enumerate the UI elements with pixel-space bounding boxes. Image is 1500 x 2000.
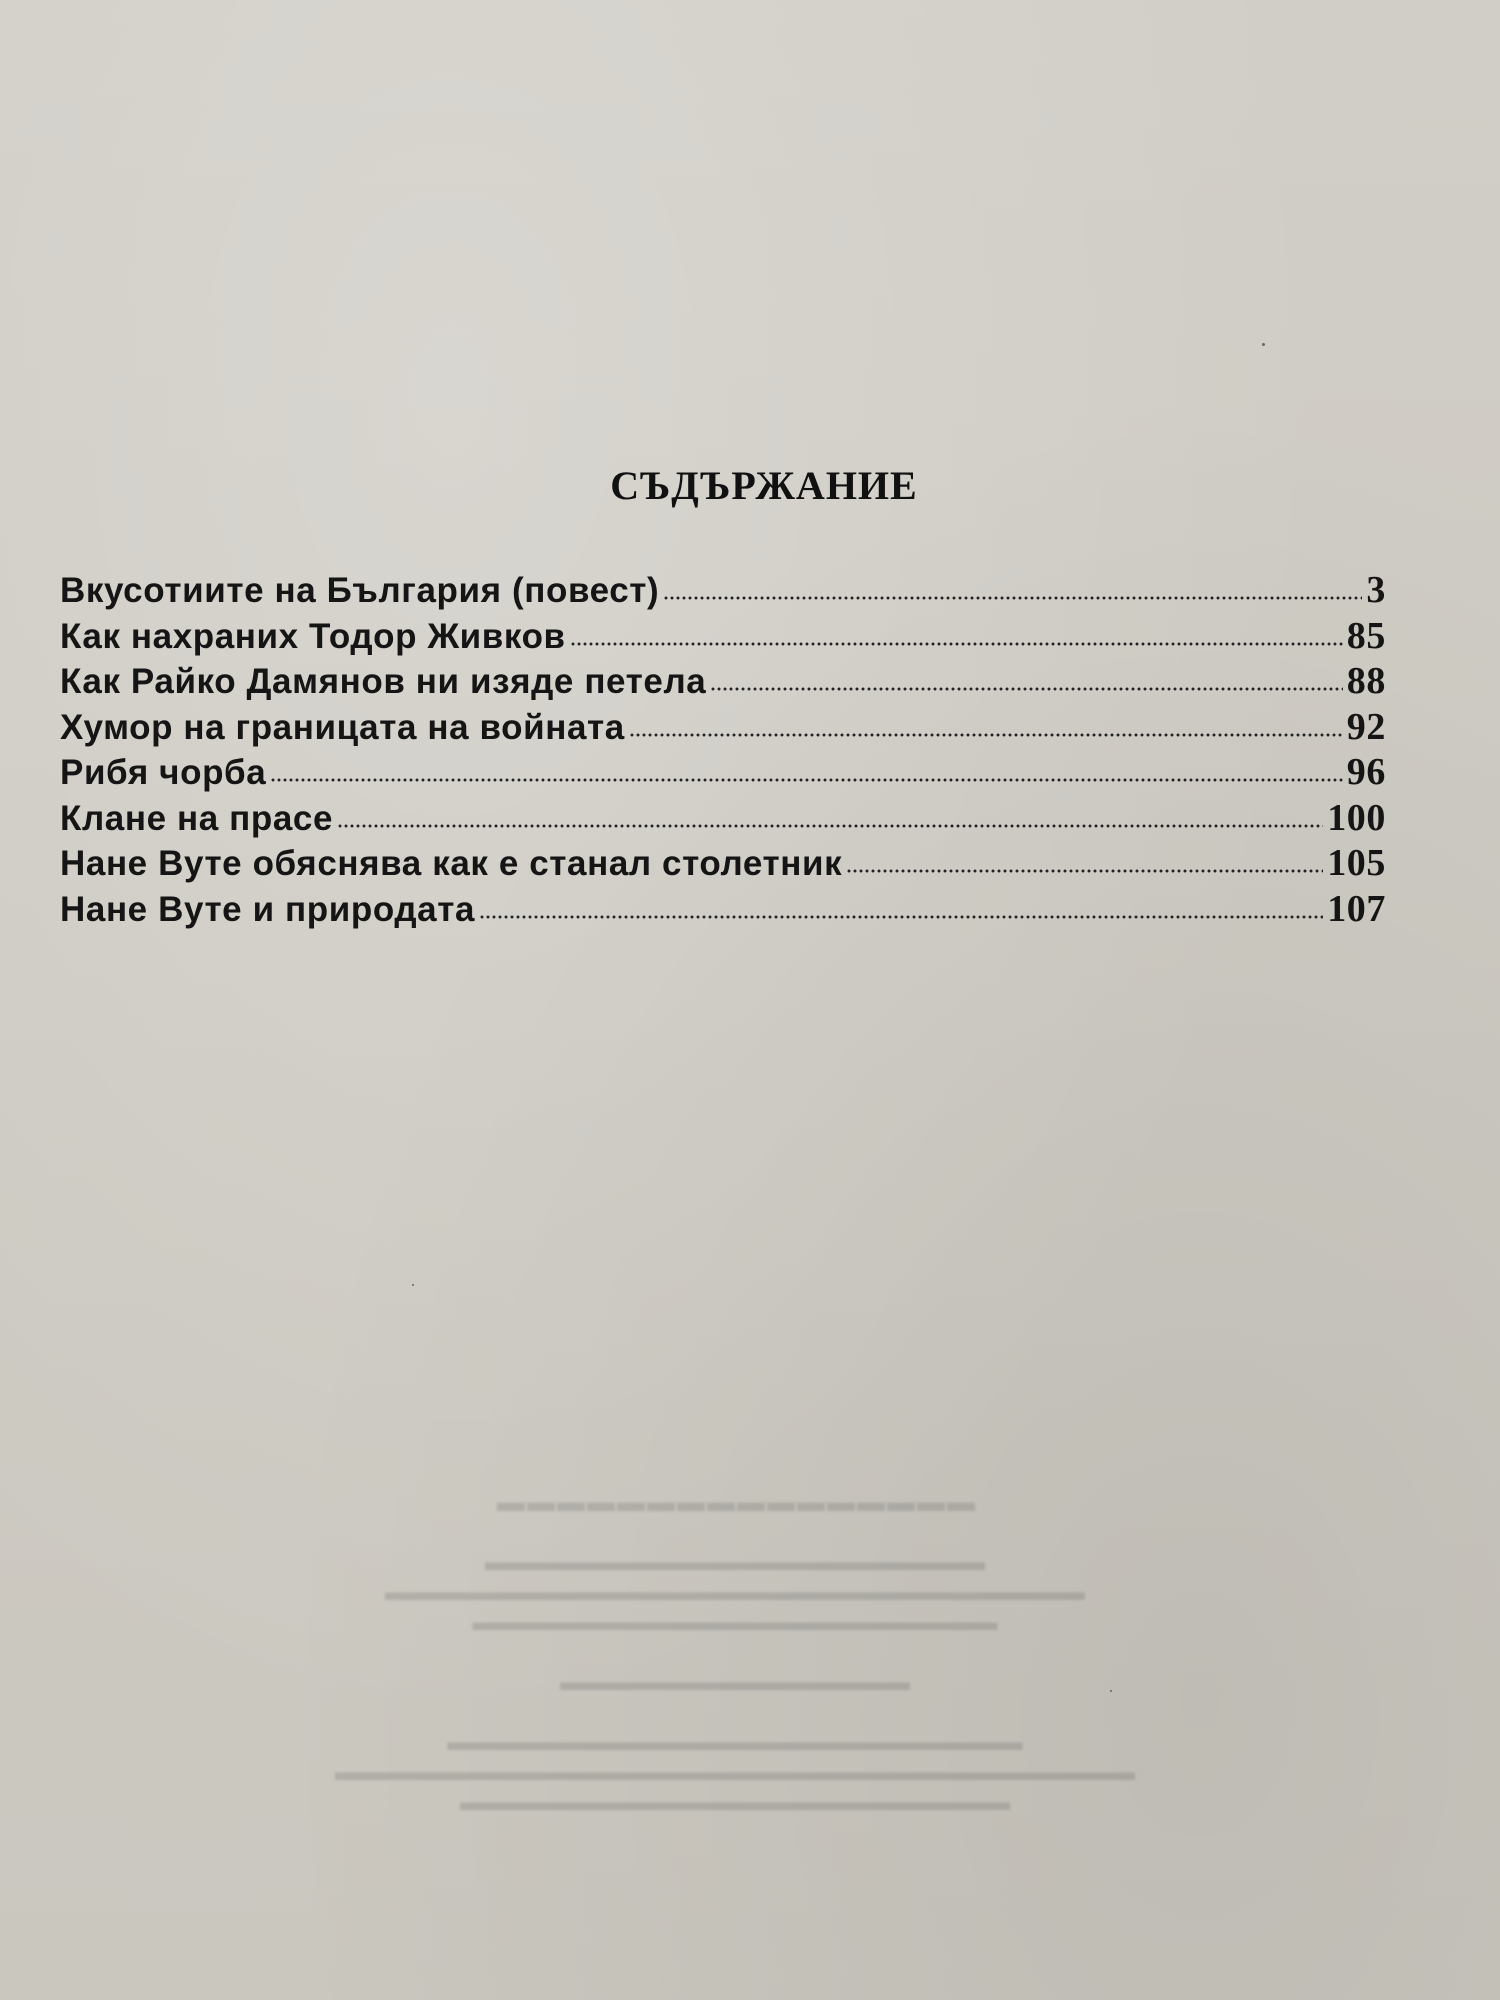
- toc-entry-title: Вкусотиите на България (повест): [60, 571, 660, 610]
- toc-entry-title: Хумор на границата на войната: [60, 707, 625, 747]
- toc-entry-page: 3: [1366, 569, 1386, 611]
- dot-leader: [270, 778, 1342, 782]
- toc-entry: [60, 659, 1386, 705]
- paper-speck: [412, 1284, 414, 1286]
- dot-leader: [570, 642, 1343, 646]
- paper-speck: [1262, 343, 1265, 346]
- toc-entry-title: Как нахраних Тодор Живков: [60, 616, 566, 656]
- dot-leader: [337, 824, 1323, 828]
- paper-speck: [1110, 1690, 1112, 1692]
- show-through-text: ▬▬▬▬▬▬▬▬▬▬▬▬▬▬▬▬ ▬▬▬▬▬▬▬▬▬▬▬▬▬▬▬▬▬▬▬▬ ▬▬▬▬▬▬▬▬▬▬▬▬▬▬▬▬▬▬▬▬▬▬▬▬▬▬▬▬ ▬▬▬▬▬▬▬▬▬▬▬▬▬▬▬▬▬▬▬▬▬ ▬▬▬▬▬▬▬▬▬▬▬▬▬▬ ▬▬▬▬▬▬▬▬▬▬▬▬▬▬▬▬▬▬▬▬▬▬▬ ▬▬▬▬▬▬▬▬▬▬▬▬▬▬▬▬▬▬▬▬▬▬▬▬▬▬▬▬▬▬▬▬ ▬▬▬▬▬▬▬▬▬▬▬▬▬▬▬▬▬▬▬▬▬▬: [335, 1487, 1135, 1816]
- toc-entry-page: 100: [1327, 796, 1386, 839]
- toc-entry: [60, 796, 1386, 842]
- toc-entry: [60, 568, 1386, 614]
- dot-leader: [663, 596, 1362, 600]
- table-of-contents: [60, 568, 1386, 932]
- toc-entry-title: Нане Вуте обяснява как е станал столетник: [60, 844, 843, 883]
- toc-entry-page: 92: [1346, 705, 1386, 748]
- toc-entry-page: 105: [1327, 842, 1386, 884]
- toc-entry: [60, 750, 1386, 796]
- toc-entry: [60, 887, 1386, 933]
- toc-entry-page: 107: [1327, 887, 1386, 930]
- toc-entry-title: Рибя чорба: [60, 753, 267, 792]
- toc-entry: [60, 614, 1386, 660]
- dot-leader: [479, 915, 1323, 919]
- toc-entry-page: 96: [1346, 751, 1386, 793]
- toc-entry-title: Нане Вуте и природата: [60, 889, 476, 929]
- toc-entry: [60, 705, 1386, 751]
- toc-entry-page: 88: [1346, 660, 1386, 702]
- toc-entry-title: Как Райко Дамянов ни изяде петела: [60, 662, 707, 701]
- toc-entry: [60, 841, 1386, 887]
- dot-leader: [710, 687, 1342, 691]
- dot-leader: [629, 733, 1343, 737]
- toc-entry-title: Клане на прасе: [60, 798, 334, 838]
- toc-heading: СЪДЪРЖАНИЕ: [610, 463, 918, 508]
- toc-entry-page: 85: [1346, 614, 1386, 657]
- dot-leader: [846, 869, 1323, 873]
